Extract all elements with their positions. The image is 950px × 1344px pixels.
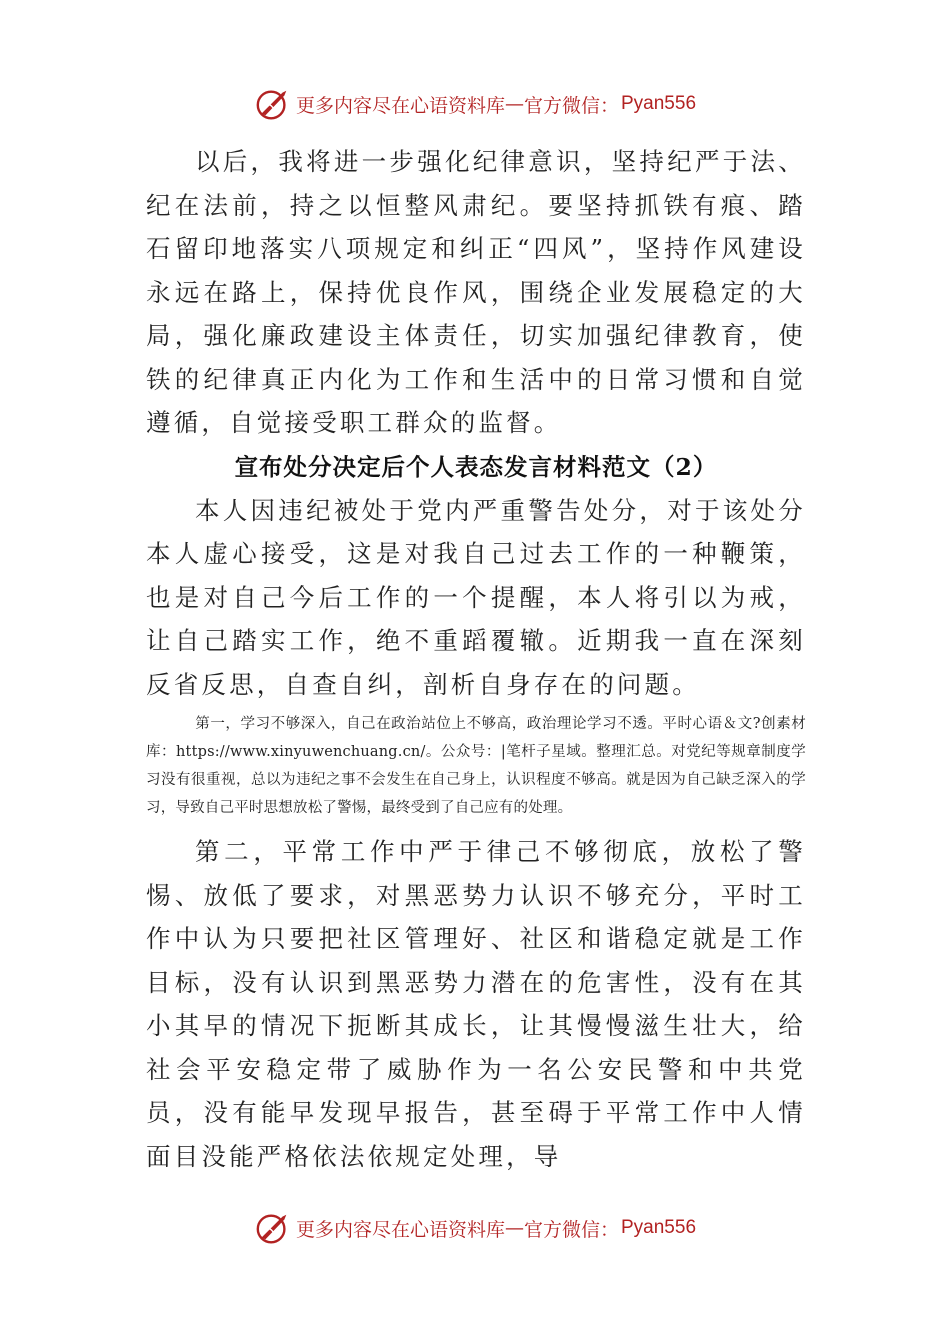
footer-banner — [0, 1208, 950, 1248]
paragraph-second-point: 第二，平常工作中严于律己不够彻底，放松了警惕、放低了要求，对黑恶势力认识不够充分，平时工作中认为只要把社区管理好、社区和谐稳定就是工作目标，没有认识到黑恶势力潜在的危害性，没有在其小其早的情况下扼断其成长，让其慢慢滋生壮大，给社会平安稳定带了威胁作为一名公安民警和中共党员，没有能早发现早报告，甚至碍于平常工作中人情面目没能严格依法依规定处理，导 — [146, 837, 806, 1171]
document-body — [146, 140, 806, 1178]
banner-separator: — — [504, 1217, 524, 1239]
banner-text: 更多内容尽在心语资料库 — [295, 1218, 505, 1241]
quill-logo-icon — [254, 1209, 292, 1247]
paragraph-statement: 本人因违纪被处于党内严重警告处分，对于该处分本人虚心接受，这是对我自己过去工作的一种鞭策，也是对自己今后工作的一个提醒，本人将引以为戒，让自己踏实工作，绝不重蹈覆辙。近期我一直在深刻反省反思，自查自纠，剖析自身存在的问题。 — [146, 495, 806, 699]
banner-wechat-id: Pyan556 — [621, 1217, 697, 1238]
paragraph-intro: 以后，我将进一步强化纪律意识，坚持纪严于法、纪在法前，持之以恒整风肃纪。要坚持抓铁有痕、踏石留印地落实八项规定和纠正“四风”，坚持作风建设永远在路上，保持优良作风，围绕企业发展稳定的大局，强化廉政建设主体责任，切实加强纪律教育，使铁的纪律真正内化为工作和生活中的日常习惯和自觉遵循，自觉接受职工群众的监督。 — [146, 147, 806, 437]
section-heading: 宣布处分决定后个人表态发言材料范文（2） — [234, 452, 718, 481]
banner-text: 更多内容尽在心语资料库 — [295, 94, 505, 117]
banner-separator: — — [504, 93, 524, 115]
paragraph-first-point: 第一，学习不够深入，自己在政治站位上不够高，政治理论学习不透。平时心语＆文?创素材库：https://www.xinyuwenchuang.cn/。公众号：|笔杆子星域。整理汇总。对党纪等规章制度学习没有很重视，总以为违纪之事不会发生在自己身上，认识程度不够高。就是因为自己缺乏深入的学习，导致自己平时思想放松了警惕，最终受到了自己应有的处理。 — [146, 716, 806, 816]
banner-wechat-label: 官方微信： — [523, 1218, 619, 1241]
header-banner — [0, 84, 950, 124]
quill-logo-icon — [254, 85, 292, 123]
banner-wechat-label: 官方微信： — [523, 94, 619, 117]
banner-wechat-id: Pyan556 — [621, 93, 697, 114]
